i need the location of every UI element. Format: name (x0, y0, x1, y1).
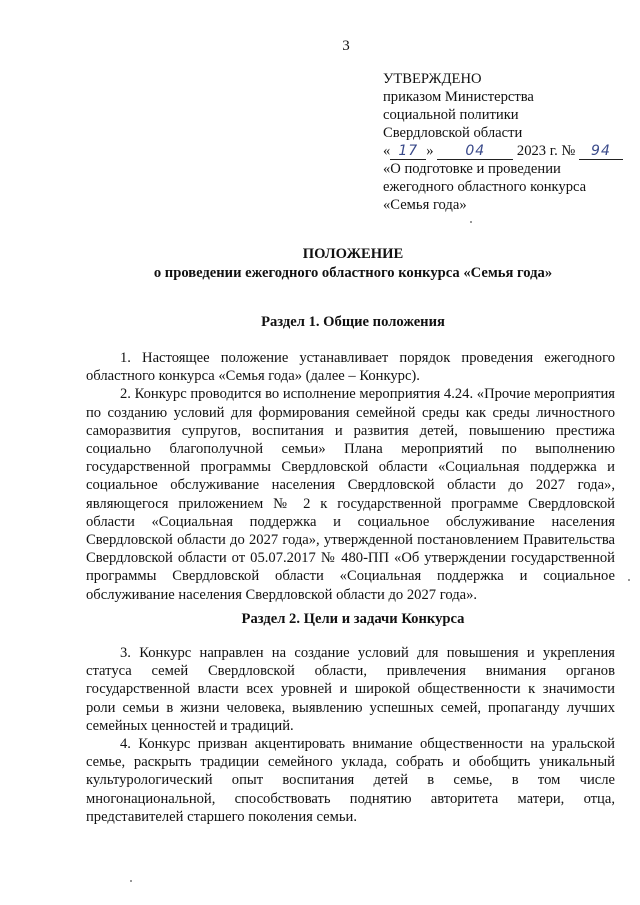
scan-speck (470, 221, 472, 223)
paragraph-1: 1. Настоящее положение устанавливает порядок проведения ежегодного областного конкурса «Семья года» (далее – Конкурс). (86, 350, 615, 385)
approval-block (383, 70, 623, 214)
approval-subject-line: ежегодного областного конкурса (383, 179, 587, 195)
approval-date-line (383, 142, 623, 160)
approval-line: Свердловской области (383, 125, 523, 141)
approval-line: социальной политики (383, 107, 519, 123)
document-title-main: ПОЛОЖЕНИЕ (302, 246, 404, 262)
approval-heading: УТВЕРЖДЕНО (383, 71, 482, 87)
approval-line: приказом Министерства (383, 89, 534, 105)
date-day-handwritten: 17 (390, 144, 426, 160)
date-month-handwritten: 04 (437, 144, 513, 160)
date-close-quote: » (426, 143, 434, 159)
section-1-body (86, 349, 615, 604)
date-open-quote: « (383, 143, 391, 159)
paragraph-3: 3. Конкурс направлен на создание условий для повышения и укрепления статуса семей Свердловской области, привлечения внимания органов государственной власти всех уровней и широкой общественности к значимости роли семьи в жизни человека, выявлению успешных семей, пропаганду лучших семейных ценностей и традиций. (86, 645, 615, 734)
date-year-text: 2023 г. № (516, 143, 576, 159)
page-number: 3 (342, 38, 350, 54)
order-number-handwritten: 94 (579, 144, 623, 160)
approval-subject-line: «О подготовке и проведении (383, 161, 561, 177)
section-1-heading: Раздел 1. Общие положения (261, 314, 445, 330)
approval-subject-line: «Семья года» (383, 197, 467, 213)
paragraph-4: 4. Конкурс призван акцентировать внимание общественности на уральской семье, раскрыть традиции семейного уклада, собрать и обобщить уникальный культурологический опыт воспитания детей в семье, в том числе многонациональной, способствовать поднятию авторитета матери, отца, представителей старшего поколения семьи. (86, 736, 615, 825)
section-2-heading: Раздел 2. Цели и задачи Конкурса (241, 611, 465, 627)
document-title (86, 245, 620, 283)
scan-speck (130, 880, 132, 882)
paragraph-2: 2. Конкурс проводится во исполнение мероприятия 4.24. «Прочие мероприятия по созданию условий для формирования семейной среды как среды личностного саморазвития супругов, воспитания и развития детей, повышению престижа социально благополучной семьи» Плана мероприятий по выполнению государственной программы Свердловской области «Социальная поддержка и социальное обслуживание населения Свердловской области до 2027 года», являющегося приложением № 2 к государственной программе Свердловской области «Социальная поддержка и социальное обслуживание населения Свердловской области до 2027 года», утвержденной постановлением Правительства Свердловской области от 05.07.2017 № 480-ПП «Об утверждении государственной программы Свердловской области «Социальная поддержка и социальное обслуживание населения Свердловской области до 2027 года». (86, 386, 615, 603)
document-title-sub: о проведении ежегодного областного конкурса «Семья года» (153, 265, 553, 281)
section-2-body (86, 644, 615, 826)
scan-speck (628, 579, 630, 581)
